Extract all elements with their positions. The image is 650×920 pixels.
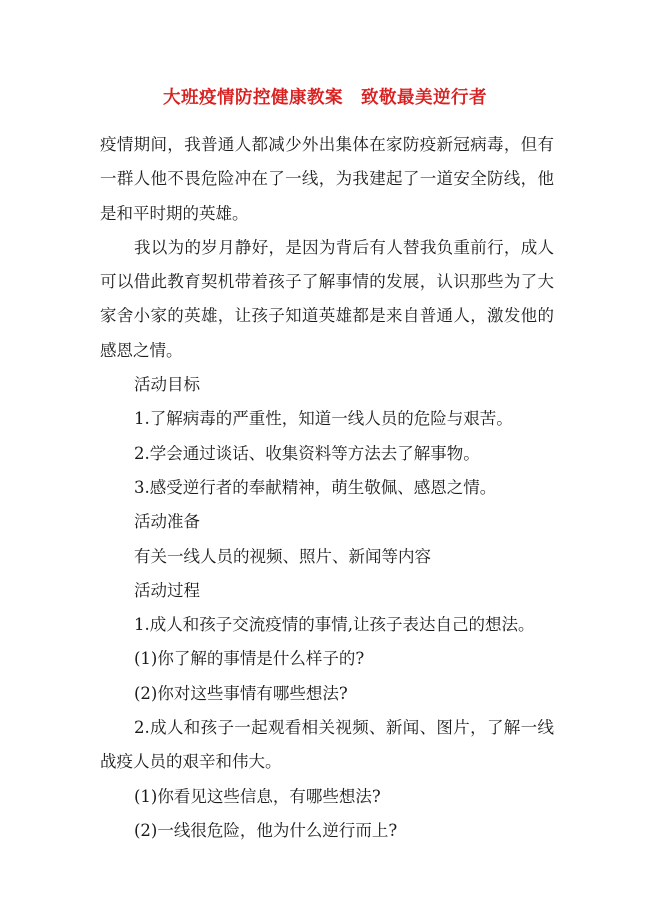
list-item-process-1-q2: (2)你对这些事情有哪些想法? (134, 683, 348, 703)
list-item-process-2: 2.成人和孩子一起观看相关视频、新闻、图片，了解一线战疫人员的艰辛和伟大。 (100, 718, 554, 772)
paragraph-intro: 疫情期间，我普通人都减少外出集体在家防疫新冠病毒，但有一群人他不畏危险冲在了一线，为我建起了一道安全防线，他是和平时期的英雄。 (100, 135, 554, 223)
list-item-process-2-q2: (2)一线很危险，他为什么逆行而上? (134, 820, 398, 840)
list-item-goal-3: 3.感受逆行者的奉献精神，萌生敬佩、感恩之情。 (134, 477, 497, 497)
list-item-process-2-q1: (1)你看见这些信息，有哪些想法? (134, 786, 381, 806)
paragraph-preparation: 有关一线人员的视频、照片、新闻等内容 (134, 546, 431, 566)
paragraph-context: 我以为的岁月静好，是因为背后有人替我负重前行，成人可以借此教育契机带着孩子了解事情的发展，认识那些为了大家舍小家的英雄，让孩子知道英雄都是来自普通人，激发他的感恩之情。 (100, 237, 554, 360)
document-body (100, 128, 554, 848)
heading-activity-process: 活动过程 (134, 580, 200, 600)
heading-activity-preparation: 活动准备 (134, 512, 200, 532)
list-item-goal-1: 1.了解病毒的严重性，知道一线人员的危险与艰苦。 (134, 409, 513, 429)
list-item-process-1: 1.成人和孩子交流疫情的事情,让孩子表达自己的想法。 (134, 615, 535, 635)
list-item-goal-2: 2.学会通过谈话、收集资料等方法去了解事物。 (134, 443, 480, 463)
document-title: 大班疫情防控健康教案 致敬最美逆行者 (163, 88, 487, 108)
list-item-process-1-q1: (1)你了解的事情是什么样子的? (134, 649, 365, 669)
heading-activity-goals: 活动目标 (134, 375, 200, 395)
